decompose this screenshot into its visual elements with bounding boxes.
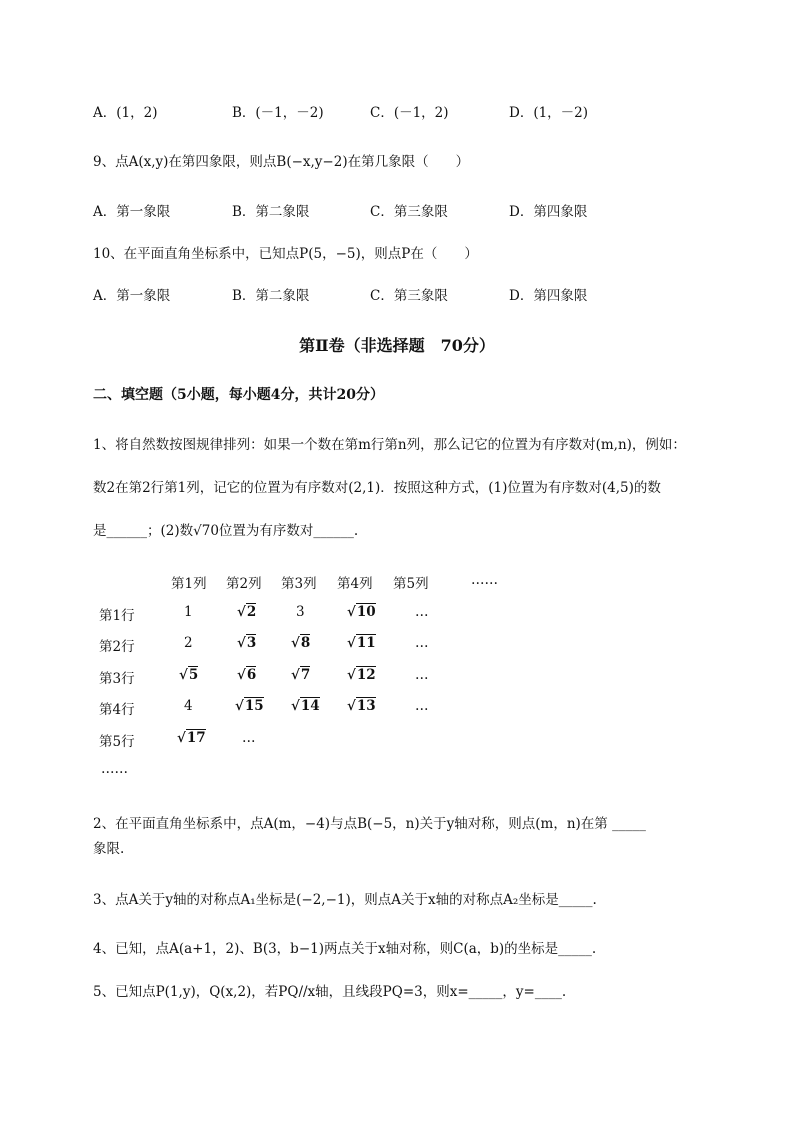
grid-cell-sqrt: √17 (177, 729, 206, 746)
grid-cell-sqrt: √12 (347, 666, 376, 683)
q10-option-a: A．第一象限 (93, 288, 171, 304)
grid-cell-sqrt: √13 (347, 698, 376, 714)
q9-option-c: C．第三象限 (370, 204, 448, 220)
row-label: 第4行 (99, 702, 135, 718)
q10-option-c: C．第三象限 (370, 288, 448, 304)
grid-cell-ellipsis: … (415, 635, 429, 651)
q8-option-c: C．(－1，2) (370, 105, 449, 121)
row-label: 第2行 (99, 639, 135, 655)
row-label: 第1行 (99, 607, 135, 624)
grid-cell-sqrt: √10 (347, 603, 376, 620)
q8-option-a: A．(1，2) (93, 105, 158, 121)
q10-option-b: B．第二象限 (232, 288, 310, 304)
part2-title: 第Ⅱ卷（非选择题 70分） (299, 336, 495, 355)
q9-option-b: B．第二象限 (232, 204, 310, 220)
grid-cell-sqrt: √14 (291, 698, 320, 714)
q10-option-d: D．第四象限 (509, 288, 588, 304)
fill4-text: 4、已知，点A(a+1，2)、B(3，b−1)两点关于x轴对称，则C(a，b)的坐标是_____. (93, 941, 597, 957)
grid-cell-sqrt: √15 (235, 698, 264, 714)
q9-option-a: A．第一象限 (93, 204, 171, 220)
grid-row (93, 698, 523, 730)
col-header-1: 第1列 (171, 576, 207, 592)
grid-cell-sqrt: √3 (237, 635, 257, 651)
grid-row (93, 604, 523, 636)
grid-cell-sqrt: √6 (237, 666, 257, 683)
fill1-line2: 数2在第2行第1列，记它的位置为有序数对(2,1)．按照这种方式，(1)位置为有序数对(4,5)的数 (93, 480, 661, 496)
row-label: 第3行 (99, 670, 135, 687)
col-header-4: 第4列 (337, 576, 373, 592)
grid-cell: 3 (296, 603, 305, 620)
q9-option-d: D．第四象限 (509, 204, 588, 220)
grid-cell-ellipsis: … (415, 603, 429, 620)
col-header-more: …… (471, 572, 498, 588)
grid-row (93, 667, 523, 699)
q8-option-d: D．(1，－2) (509, 105, 589, 121)
grid-cell-ellipsis: … (242, 729, 256, 746)
col-header-2: 第2列 (226, 576, 262, 592)
fill1-line3: 是______；(2)数√70位置为有序数对______. (93, 523, 359, 539)
grid-cell-sqrt: √5 (179, 666, 199, 683)
q8-option-b: B．(－1，－2) (232, 105, 324, 121)
grid-tail-row (93, 761, 523, 793)
grid-cell: 1 (184, 603, 193, 620)
grid-tail: …… (101, 761, 128, 777)
grid-cell-ellipsis: … (415, 666, 429, 683)
number-grid (93, 572, 523, 793)
q10-text: 10、在平面直角坐标系中，已知点P(5，−5)，则点P在（ ） (93, 246, 478, 262)
col-header-3: 第3列 (281, 576, 317, 592)
fill5-text: 5、已知点P(1,y)，Q(x,2)，若PQ//x轴，且线段PQ=3，则x=_____，y=____. (93, 984, 567, 1000)
grid-cell-sqrt: √2 (237, 603, 257, 620)
q9-text: 9、点A(x,y)在第四象限，则点B(−x,y−2)在第几象限（ ） (93, 154, 470, 170)
fill2-line2: 象限. (93, 841, 125, 857)
grid-cell-sqrt: √8 (291, 635, 311, 651)
col-header-5: 第5列 (393, 576, 429, 592)
fill1-line1: 1、将自然数按图规律排列：如果一个数在第m行第n列，那么记它的位置为有序数对(m,n)，例如： (93, 437, 686, 453)
section2-heading: 二、填空题（5小题，每小题4分，共计20分） (93, 387, 384, 403)
grid-row (93, 730, 523, 762)
grid-cell-sqrt: √7 (291, 666, 311, 683)
grid-header-row (93, 572, 523, 604)
grid-row (93, 635, 523, 667)
row-label: 第5行 (99, 733, 135, 750)
grid-cell: 4 (184, 698, 193, 714)
grid-cell-ellipsis: … (415, 698, 429, 714)
grid-cell-sqrt: √11 (347, 635, 376, 651)
fill3-text: 3、点A关于y轴的对称点A₁坐标是(−2,−1)，则点A关于x轴的对称点A₂坐标是_____. (93, 892, 597, 908)
grid-cell: 2 (184, 635, 193, 651)
fill2-line1: 2、在平面直角坐标系中，点A(m，−4)与点B(−5，n)关于y轴对称，则点(m，n)在第 _____ (93, 816, 646, 832)
